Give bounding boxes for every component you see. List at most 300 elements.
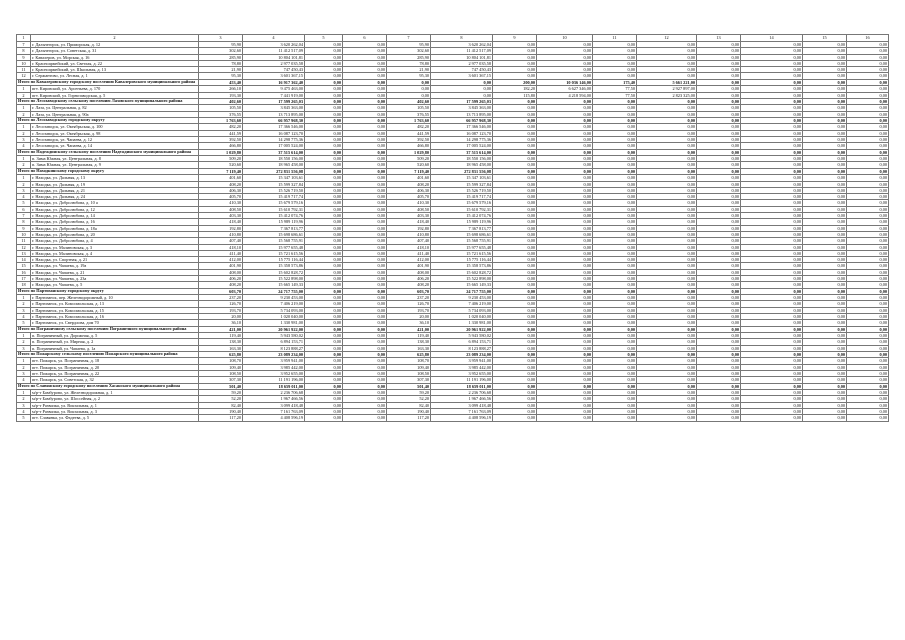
document-page — [16, 34, 888, 422]
value-cell-col-6: 0,00 — [343, 358, 387, 364]
value-cell-col-13: 0,00 — [697, 111, 741, 117]
value-cell-col-8: 15 568 755,91 — [431, 238, 493, 244]
value-cell-col-13: 0,00 — [697, 269, 741, 275]
value-cell-col-15: 0,00 — [803, 130, 847, 136]
value-cell-col-10: 0,00 — [537, 263, 593, 269]
value-cell-col-3: 509,20 — [199, 156, 243, 162]
value-cell-col-10: 0,00 — [537, 149, 593, 156]
value-cell-col-13: 0,00 — [697, 162, 741, 168]
row-number: 3 — [17, 187, 31, 193]
value-cell-col-16: 0,00 — [847, 48, 889, 54]
value-cell-col-15: 0,00 — [803, 79, 847, 86]
value-cell-col-13: 0,00 — [697, 320, 741, 326]
value-cell-col-5: 0,00 — [305, 295, 343, 301]
value-cell-col-9: 0,00 — [493, 219, 537, 225]
value-cell-col-3: 501,40 — [199, 383, 243, 390]
value-cell-col-14: 0,00 — [741, 111, 803, 117]
value-cell-col-3: 410,30 — [199, 200, 243, 206]
value-cell-col-6: 0,00 — [343, 415, 387, 421]
value-cell-col-12: 0,00 — [637, 175, 697, 181]
value-cell-col-7: 466,80 — [387, 143, 431, 149]
address-cell: п. Зима Южная, ул. Центральная, д. 9 — [31, 162, 199, 168]
value-cell-col-14: 0,00 — [741, 143, 803, 149]
value-cell-col-11: 0,00 — [593, 371, 637, 377]
value-cell-col-13: 0,00 — [697, 194, 741, 200]
value-cell-col-16: 0,00 — [847, 409, 889, 415]
value-cell-col-4: 13 713 895,00 — [243, 111, 305, 117]
value-cell-col-5: 0,00 — [305, 364, 343, 370]
address-cell: г. Находка, ул. Дальняя, д. 13 — [31, 175, 199, 181]
value-cell-col-4: 66 957 968,30 — [243, 117, 305, 124]
value-cell-col-10: 0,00 — [537, 276, 593, 282]
value-cell-col-15: 0,00 — [803, 175, 847, 181]
value-cell-col-3: 376,55 — [199, 111, 243, 117]
value-cell-col-5: 0,00 — [305, 73, 343, 79]
value-cell-col-14: 0,00 — [741, 168, 803, 175]
value-cell-col-3: 59,20 — [199, 390, 243, 396]
value-cell-col-8: 7 367 813,77 — [431, 225, 493, 231]
column-number-7: 7 — [387, 35, 431, 42]
value-cell-col-13: 0,00 — [697, 200, 741, 206]
value-cell-col-15: 0,00 — [803, 137, 847, 143]
value-cell-col-5: 0,00 — [305, 60, 343, 66]
value-cell-col-13: 0,00 — [697, 307, 741, 313]
value-cell-col-7: 509,20 — [387, 156, 431, 162]
value-cell-col-10: 0,00 — [537, 396, 593, 402]
value-cell-col-12: 0,00 — [637, 257, 697, 263]
value-cell-col-5: 0,00 — [305, 345, 343, 351]
value-cell-col-13: 0,00 — [697, 250, 741, 256]
value-cell-col-7: 163,30 — [387, 345, 431, 351]
address-cell: пгт. Кировский, ул. Арсеньева, д. 170 — [31, 86, 199, 92]
value-cell-col-13: 0,00 — [697, 149, 741, 156]
value-cell-col-6: 0,00 — [343, 383, 387, 390]
value-cell-col-15: 0,00 — [803, 339, 847, 345]
value-cell-col-15: 0,00 — [803, 149, 847, 156]
value-cell-col-8: 66 957 968,30 — [431, 117, 493, 124]
value-cell-col-5: 0,00 — [305, 92, 343, 98]
value-cell-col-3: 408,50 — [199, 206, 243, 212]
value-cell-col-10: 0,00 — [537, 371, 593, 377]
value-cell-col-3: 302,60 — [199, 48, 243, 54]
value-cell-col-15: 0,00 — [803, 351, 847, 358]
value-cell-col-3: 410,80 — [199, 231, 243, 237]
value-cell-col-6: 0,00 — [343, 301, 387, 307]
value-cell-col-11: 0,00 — [593, 333, 637, 339]
value-cell-col-4: 7 367 813,77 — [243, 225, 305, 231]
value-cell-col-14: 0,00 — [741, 105, 803, 111]
value-cell-col-7: 418,40 — [387, 219, 431, 225]
value-cell-col-16: 0,00 — [847, 219, 889, 225]
value-cell-col-10: 0,00 — [537, 73, 593, 79]
value-cell-col-16: 0,00 — [847, 54, 889, 60]
value-cell-col-16: 0,00 — [847, 250, 889, 256]
value-cell-col-4: 15 602 828,72 — [243, 269, 305, 275]
value-cell-col-15: 0,00 — [803, 276, 847, 282]
value-cell-col-15: 0,00 — [803, 117, 847, 124]
value-cell-col-5: 0,00 — [305, 377, 343, 383]
value-cell-col-5: 0,00 — [305, 276, 343, 282]
value-cell-col-14: 0,00 — [741, 307, 803, 313]
value-cell-col-10: 0,00 — [537, 54, 593, 60]
value-cell-col-5: 0,00 — [305, 301, 343, 307]
value-cell-col-3: 193,30 — [199, 92, 243, 98]
value-cell-col-15: 0,00 — [803, 181, 847, 187]
value-cell-col-14: 0,00 — [741, 415, 803, 421]
value-cell-col-15: 0,00 — [803, 231, 847, 237]
value-cell-col-5: 0,00 — [305, 149, 343, 156]
value-cell-col-4: 2 236 706,68 — [243, 390, 305, 396]
value-cell-col-11: 0,00 — [593, 276, 637, 282]
value-cell-col-15: 0,00 — [803, 269, 847, 275]
value-cell-col-11: 0,00 — [593, 219, 637, 225]
value-cell-col-10: 10 036 146,00 — [537, 79, 593, 86]
value-cell-col-9: 0,00 — [493, 390, 537, 396]
table-body — [17, 42, 889, 422]
value-cell-col-6: 0,00 — [343, 320, 387, 326]
value-cell-col-15: 0,00 — [803, 383, 847, 390]
row-number: 4 — [17, 409, 31, 415]
row-number: 2 — [17, 396, 31, 402]
value-cell-col-11: 0,00 — [593, 156, 637, 162]
value-cell-col-7: 105,50 — [387, 105, 431, 111]
value-cell-col-13: 0,00 — [697, 117, 741, 124]
address-cell: г. Партизанск, ул. Свердлова, дом 70 — [31, 320, 199, 326]
value-cell-col-13: 0,00 — [697, 79, 741, 86]
value-cell-col-5: 0,00 — [305, 86, 343, 92]
value-cell-col-7: 119,40 — [387, 333, 431, 339]
value-cell-col-6: 0,00 — [343, 98, 387, 105]
value-cell-col-15: 0,00 — [803, 333, 847, 339]
value-cell-col-13: 0,00 — [697, 409, 741, 415]
address-cell: м/р-т Развилка, ул. Вокзальная, д. 3 — [31, 409, 199, 415]
value-cell-col-8: 3 845 363,00 — [431, 105, 493, 111]
address-cell: г. Партизанск, пер. Железнодорожный, д. 10 — [31, 295, 199, 301]
value-cell-col-12: 2 927 897,00 — [637, 86, 697, 92]
row-number: 3 — [17, 402, 31, 408]
address-cell: г. Дальнегорск, ул. Советская, д. 31 — [31, 48, 199, 54]
value-cell-col-13: 0,00 — [697, 137, 741, 143]
value-cell-col-9: 0,00 — [493, 326, 537, 333]
value-cell-col-12: 0,00 — [637, 67, 697, 73]
value-cell-col-7: 418,10 — [387, 244, 431, 250]
value-cell-col-11: 0,00 — [593, 231, 637, 237]
value-cell-col-7: 411,40 — [387, 250, 431, 256]
value-cell-col-10: 0,00 — [537, 200, 593, 206]
value-cell-col-9: 0,00 — [493, 313, 537, 319]
address-cell: м/р-т Бамбурово, ул. Железнодорожная, д. 1 — [31, 390, 199, 396]
value-cell-col-11: 0,00 — [593, 377, 637, 383]
value-cell-col-12: 0,00 — [637, 351, 697, 358]
value-cell-col-5: 0,00 — [305, 111, 343, 117]
value-cell-col-8: 3 601 367,15 — [431, 73, 493, 79]
value-cell-col-12: 0,00 — [637, 276, 697, 282]
value-cell-col-11: 0,00 — [593, 263, 637, 269]
value-cell-col-11: 0,00 — [593, 301, 637, 307]
value-cell-col-7: 401,90 — [387, 263, 431, 269]
value-cell-col-12: 0,00 — [637, 73, 697, 79]
value-cell-col-4: 37 515 614,00 — [243, 149, 305, 156]
value-cell-col-9: 0,00 — [493, 60, 537, 66]
value-cell-col-13: 0,00 — [697, 105, 741, 111]
value-cell-col-3: 406,20 — [199, 276, 243, 282]
value-cell-col-15: 0,00 — [803, 225, 847, 231]
value-cell-col-14: 0,00 — [741, 288, 803, 295]
row-number: 7 — [17, 213, 31, 219]
value-cell-col-3: 466,80 — [199, 143, 243, 149]
value-cell-col-5: 0,00 — [305, 42, 343, 48]
value-cell-col-10: 0,00 — [537, 175, 593, 181]
value-cell-col-6: 0,00 — [343, 409, 387, 415]
row-number: 1 — [17, 358, 31, 364]
value-cell-col-14: 0,00 — [741, 98, 803, 105]
value-cell-col-9: 0,00 — [493, 383, 537, 390]
row-number: 13 — [17, 250, 31, 256]
value-cell-col-15: 0,00 — [803, 371, 847, 377]
value-cell-col-4: 15 358 573,86 — [243, 263, 305, 269]
address-cell: г. Находка, ул. Добролюбова, д. 18а — [31, 225, 199, 231]
value-cell-col-12: 0,00 — [637, 358, 697, 364]
value-cell-col-9: 0,00 — [493, 371, 537, 377]
value-cell-col-14: 0,00 — [741, 396, 803, 402]
value-cell-col-15: 0,00 — [803, 263, 847, 269]
address-cell: г. Находка, ул. Дальняя, д. 21 — [31, 187, 199, 193]
value-cell-col-15: 0,00 — [803, 206, 847, 212]
value-cell-col-16: 0,00 — [847, 282, 889, 288]
value-cell-col-16: 0,00 — [847, 326, 889, 333]
value-cell-col-5: 0,00 — [305, 48, 343, 54]
row-number: 15 — [17, 263, 31, 269]
value-cell-col-8: 15 610 792,31 — [431, 206, 493, 212]
value-cell-col-6: 0,00 — [343, 339, 387, 345]
value-cell-col-8: 15 412 074,76 — [431, 213, 493, 219]
value-cell-col-16: 0,00 — [847, 396, 889, 402]
row-number: 8 — [17, 219, 31, 225]
value-cell-col-10: 0,00 — [537, 187, 593, 193]
value-cell-col-11: 0,00 — [593, 213, 637, 219]
value-cell-col-11: 0,00 — [593, 67, 637, 73]
value-cell-col-4: 5 943 580,02 — [243, 333, 305, 339]
value-cell-col-10: 0,00 — [537, 42, 593, 48]
value-cell-col-13: 0,00 — [697, 351, 741, 358]
value-cell-col-10: 0,00 — [537, 364, 593, 370]
value-cell-col-15: 0,00 — [803, 257, 847, 263]
value-cell-col-7: 603,70 — [387, 288, 431, 295]
address-cell: г. Лесозаводск, ул. Чапаева, д. 14 — [31, 143, 199, 149]
value-cell-col-3: 285,90 — [199, 54, 243, 60]
value-cell-col-4: 3 845 363,00 — [243, 105, 305, 111]
value-cell-col-10: 0,00 — [537, 269, 593, 275]
address-cell: м/р-т Развилка, ул. Вокзальная, д. 1 — [31, 402, 199, 408]
value-cell-col-11: 0,00 — [593, 415, 637, 421]
value-cell-col-8: 15 977 655,48 — [431, 244, 493, 250]
value-cell-col-10: 0,00 — [537, 231, 593, 237]
value-cell-col-10: 0,00 — [537, 301, 593, 307]
value-cell-col-3: 21,90 — [199, 67, 243, 73]
value-cell-col-10: 0,00 — [537, 307, 593, 313]
value-cell-col-15: 0,00 — [803, 377, 847, 383]
value-cell-col-9: 0,00 — [493, 415, 537, 421]
value-cell-col-8: 11 412 517,09 — [431, 48, 493, 54]
address-cell: пгт. Славянка, ул. Фадеева, д. 5 — [31, 415, 199, 421]
value-cell-col-11: 0,00 — [593, 288, 637, 295]
value-cell-col-6: 0,00 — [343, 156, 387, 162]
subtotal-label: Итого по Кавалеровскому городскому поселению Кавалеровского муниципального района — [17, 79, 199, 86]
value-cell-col-14: 0,00 — [741, 390, 803, 396]
value-cell-col-14: 0,00 — [741, 54, 803, 60]
value-cell-col-14: 0,00 — [741, 351, 803, 358]
row-number: 11 — [17, 238, 31, 244]
value-cell-col-5: 0,00 — [305, 282, 343, 288]
value-cell-col-6: 0,00 — [343, 326, 387, 333]
value-cell-col-7: 0,00 — [387, 79, 431, 86]
value-cell-col-6: 0,00 — [343, 86, 387, 92]
value-cell-col-16: 0,00 — [847, 269, 889, 275]
value-cell-col-9: 0,00 — [493, 105, 537, 111]
value-cell-col-16: 0,00 — [847, 162, 889, 168]
value-cell-col-15: 0,00 — [803, 295, 847, 301]
value-cell-col-3: 82,40 — [199, 402, 243, 408]
value-cell-col-12: 0,00 — [637, 231, 697, 237]
value-cell-col-8: 15 522 898,00 — [431, 276, 493, 282]
row-number: 5 — [17, 415, 31, 421]
value-cell-col-16: 0,00 — [847, 345, 889, 351]
value-cell-col-12: 0,00 — [637, 250, 697, 256]
value-cell-col-15: 0,00 — [803, 213, 847, 219]
value-cell-col-7: 7 119,40 — [387, 168, 431, 175]
value-cell-col-14: 0,00 — [741, 137, 803, 143]
value-cell-col-8: 0,00 — [431, 79, 493, 86]
value-cell-col-6: 0,00 — [343, 60, 387, 66]
value-cell-col-9: 0,00 — [493, 409, 537, 415]
value-cell-col-8: 15 347 103,61 — [431, 175, 493, 181]
value-cell-col-7: 20,00 — [387, 313, 431, 319]
value-cell-col-12: 0,00 — [637, 48, 697, 54]
value-cell-col-10: 0,00 — [537, 345, 593, 351]
value-cell-col-16: 0,00 — [847, 117, 889, 124]
value-cell-col-14: 0,00 — [741, 320, 803, 326]
value-cell-col-16: 0,00 — [847, 105, 889, 111]
value-cell-col-15: 0,00 — [803, 111, 847, 117]
value-cell-col-12: 0,00 — [637, 124, 697, 130]
value-cell-col-7: 376,55 — [387, 111, 431, 117]
value-cell-col-3: 408,20 — [199, 282, 243, 288]
value-cell-col-4: 17 005 524,00 — [243, 143, 305, 149]
value-cell-col-5: 0,00 — [305, 257, 343, 263]
value-cell-col-8: 24 717 755,00 — [431, 288, 493, 295]
value-cell-col-4: 15 977 655,48 — [243, 244, 305, 250]
value-cell-col-14: 0,00 — [741, 345, 803, 351]
value-cell-col-7: 520,60 — [387, 162, 431, 168]
value-cell-col-6: 0,00 — [343, 143, 387, 149]
row-number: 12 — [17, 244, 31, 250]
value-cell-col-14: 0,00 — [741, 339, 803, 345]
value-cell-col-3: 418,10 — [199, 244, 243, 250]
value-cell-col-12: 0,00 — [637, 168, 697, 175]
value-cell-col-6: 0,00 — [343, 269, 387, 275]
value-cell-col-5: 0,00 — [305, 206, 343, 212]
value-cell-col-6: 0,00 — [343, 231, 387, 237]
value-cell-col-16: 0,00 — [847, 231, 889, 237]
column-number-5: 5 — [305, 35, 343, 42]
value-cell-col-7: 407,40 — [387, 238, 431, 244]
value-cell-col-9: 0,00 — [493, 250, 537, 256]
value-cell-col-12: 0,00 — [637, 282, 697, 288]
value-cell-col-10: 0,00 — [537, 288, 593, 295]
value-cell-col-10: 0,00 — [537, 358, 593, 364]
value-cell-col-11: 77,50 — [593, 86, 637, 92]
address-cell: пгт. Пожарск, ул. Пограничная, д. 18 — [31, 358, 199, 364]
row-number: 1 — [17, 390, 31, 396]
value-cell-col-8: 17 005 524,00 — [431, 143, 493, 149]
value-cell-col-12: 0,00 — [637, 42, 697, 48]
value-cell-col-15: 0,00 — [803, 168, 847, 175]
value-cell-col-7: 1 029,80 — [387, 149, 431, 156]
value-cell-col-4: 17 366 546,00 — [243, 124, 305, 130]
column-number-12: 12 — [637, 35, 697, 42]
value-cell-col-16: 0,00 — [847, 244, 889, 250]
value-cell-col-4: 18 659 011,00 — [243, 383, 305, 390]
value-cell-col-8: 3 099 418,48 — [431, 402, 493, 408]
row-number: 5 — [17, 200, 31, 206]
value-cell-col-14: 0,00 — [741, 92, 803, 98]
column-number-14: 14 — [741, 35, 803, 42]
value-cell-col-3: 163,30 — [199, 345, 243, 351]
value-cell-col-11: 0,00 — [593, 269, 637, 275]
value-cell-col-8: 13 713 895,00 — [431, 111, 493, 117]
value-cell-col-4: 15 989 119,96 — [243, 219, 305, 225]
value-cell-col-7: 405,70 — [387, 194, 431, 200]
value-cell-col-13: 0,00 — [697, 206, 741, 212]
value-cell-col-11: 0,00 — [593, 73, 637, 79]
value-cell-col-10: 0,00 — [537, 244, 593, 250]
value-cell-col-9: 0,00 — [493, 143, 537, 149]
value-cell-col-13: 0,00 — [697, 364, 741, 370]
value-cell-col-6: 0,00 — [343, 168, 387, 175]
value-cell-col-15: 0,00 — [803, 390, 847, 396]
value-cell-col-13: 0,00 — [697, 219, 741, 225]
value-cell-col-14: 0,00 — [741, 383, 803, 390]
value-cell-col-12: 0,00 — [637, 156, 697, 162]
value-cell-col-15: 0,00 — [803, 124, 847, 130]
value-cell-col-5: 0,00 — [305, 269, 343, 275]
value-cell-col-9: 182,20 — [493, 86, 537, 92]
column-number-13: 13 — [697, 35, 741, 42]
value-cell-col-14: 0,00 — [741, 257, 803, 263]
value-cell-col-11: 0,00 — [593, 282, 637, 288]
value-cell-col-9: 0,00 — [493, 244, 537, 250]
value-cell-col-4: 15 568 755,91 — [243, 238, 305, 244]
value-cell-col-7: 625,80 — [387, 351, 431, 358]
value-cell-col-8: 15 419 717,74 — [431, 194, 493, 200]
value-cell-col-16: 0,00 — [847, 200, 889, 206]
value-cell-col-16: 0,00 — [847, 156, 889, 162]
value-cell-col-3: 453,40 — [199, 79, 243, 86]
value-cell-col-11: 0,00 — [593, 162, 637, 168]
value-cell-col-4: 1 967 466,56 — [243, 396, 305, 402]
value-cell-col-13: 0,00 — [697, 187, 741, 193]
value-cell-col-4: 9 475 463,00 — [243, 86, 305, 92]
address-cell: г. Лесозаводск, ул. Октябрьская, д. 98 — [31, 130, 199, 136]
row-number: 1 — [17, 333, 31, 339]
value-cell-col-10: 0,00 — [537, 409, 593, 415]
value-cell-col-15: 0,00 — [803, 73, 847, 79]
value-cell-col-9: 0,00 — [493, 181, 537, 187]
value-cell-col-5: 0,00 — [305, 383, 343, 390]
row-number: 1 — [17, 295, 31, 301]
value-cell-col-10: 0,00 — [537, 206, 593, 212]
value-cell-col-4: 3 601 367,15 — [243, 73, 305, 79]
